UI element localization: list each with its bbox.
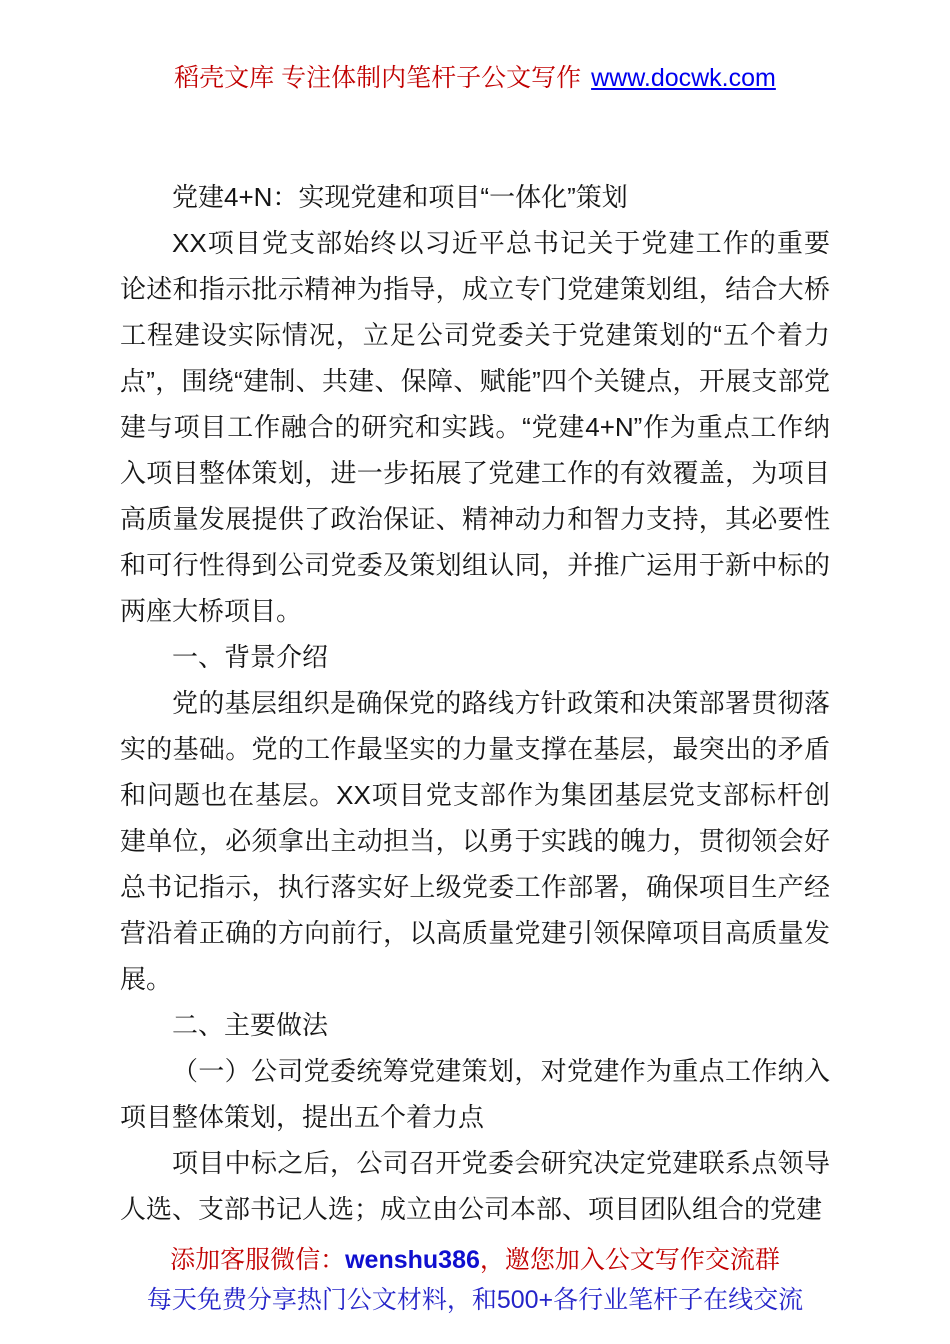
paragraph-background: 党的基层组织是确保党的路线方针政策和决策部署贯彻落实的基础。党的工作最坚实的力量支撑在基层，最突出的矛盾和问题也在基层。XX项目党支部作为集团基层党支部标杆创建单位，必须拿出主动担当，以勇于实践的魄力，贯彻领会好总书记指示，执行落实好上级党委工作部署，确保项目生产经营沿着正确的方向前行，以高质量党建引领保障项目高质量发展。 bbox=[120, 688, 830, 994]
doc-title: 党建4+N：实现党建和项目“一体化”策划 bbox=[172, 182, 628, 212]
wechat-id: wenshu386 bbox=[345, 1246, 480, 1274]
footer-contact-prefix: 添加客服微信： bbox=[170, 1246, 346, 1274]
section-heading-1: 一、背景介绍 bbox=[172, 642, 329, 672]
section-heading-2: 二、主要做法 bbox=[172, 1010, 329, 1040]
footer-line-2: 每天免费分享热门公文材料，和500+各行业笔杆子在线交流 bbox=[146, 1286, 804, 1314]
footer-banner bbox=[0, 1240, 950, 1320]
footer-line-1 bbox=[0, 1240, 950, 1280]
site-url-link[interactable]: www.docwk.com bbox=[591, 64, 776, 92]
paragraph-intro: XX项目党支部始终以习近平总书记关于党建工作的重要论述和指示批示精神为指导，成立专门党建策划组，结合大桥工程建设实际情况，立足公司党委关于党建策划的“五个着力点”，围绕“建制、共建、保障、赋能”四个关键点，开展支部党建与项目工作融合的研究和实践。“党建4+N”作为重点工作纳入项目整体策划，进一步拓展了党建工作的有效覆盖，为项目高质量发展提供了政治保证、精神动力和智力支持，其必要性和可行性得到公司党委及策划组认同，并推广运用于新中标的两座大桥项目。 bbox=[120, 228, 830, 626]
header-banner bbox=[0, 0, 950, 96]
site-name: 稻壳文库 专注体制内笔杆子公文写作 bbox=[174, 64, 582, 92]
footer-contact-suffix: ，邀您加入公文写作交流群 bbox=[479, 1246, 780, 1274]
paragraph-practice: 项目中标之后，公司召开党委会研究决定党建联系点领导人选、支部书记人选；成立由公司本部、项目团队组合的党建 bbox=[120, 1148, 830, 1224]
subsection-heading-1: （一）公司党委统筹党建策划，对党建作为重点工作纳入项目整体策划，提出五个着力点 bbox=[120, 1056, 830, 1132]
document-body bbox=[120, 174, 830, 1232]
